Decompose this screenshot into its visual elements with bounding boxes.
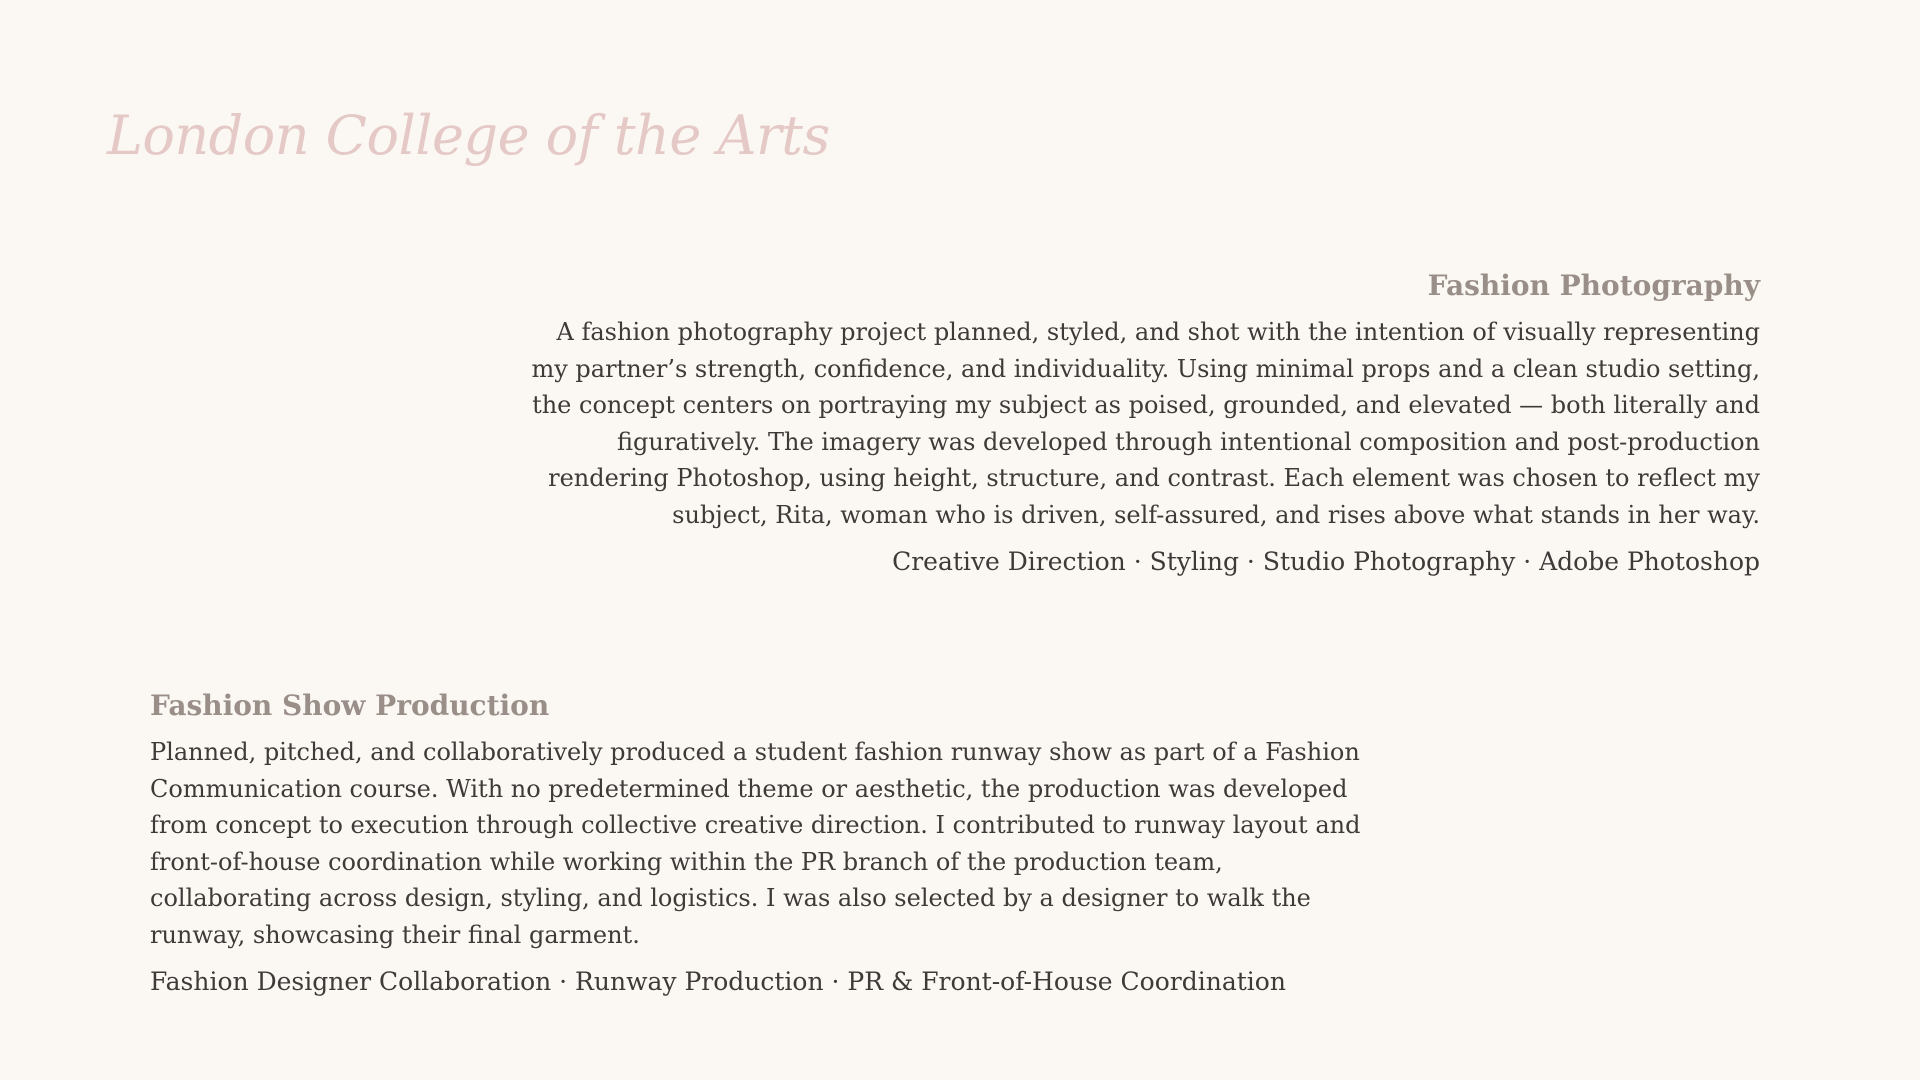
project-heading: Fashion Photography: [1427, 269, 1760, 302]
project-fashion-show-production: [150, 688, 1390, 1001]
project-skills: Fashion Designer Collaboration · Runway Production · PR & Front-of-House Coordination: [150, 967, 1286, 997]
project-skills: Creative Direction · Styling · Studio Photography · Adobe Photoshop: [892, 547, 1760, 577]
project-description: Planned, pitched, and collaboratively produced a student fashion runway show as part of a Fashion Communication course. With no predetermined theme or aesthetic, the production was developed from concept to execution through collective creative direction. I contributed to runway layout and front-of-house coordination while working within the PR branch of the production team, collaborating across design, styling, and logistics. I was also selected by a designer to walk the runway, showcasing their final garment.: [150, 738, 1361, 949]
project-fashion-photography: [520, 268, 1760, 581]
project-description: A fashion photography project planned, styled, and shot with the intention of visually representing my partner’s strength, confidence, and individuality. Using minimal props and a clean studio setting, the concept centers on portraying my subject as poised, grounded, and elevated — both literally and figuratively. The imagery was developed through intentional composition and post-production rendering Photoshop, using height, structure, and contrast. Each element was chosen to reflect my subject, Rita, woman who is driven, self-assured, and rises above what stands in her way.: [531, 318, 1760, 529]
page-title: London College of the Arts: [107, 104, 830, 167]
project-heading: Fashion Show Production: [150, 689, 550, 722]
